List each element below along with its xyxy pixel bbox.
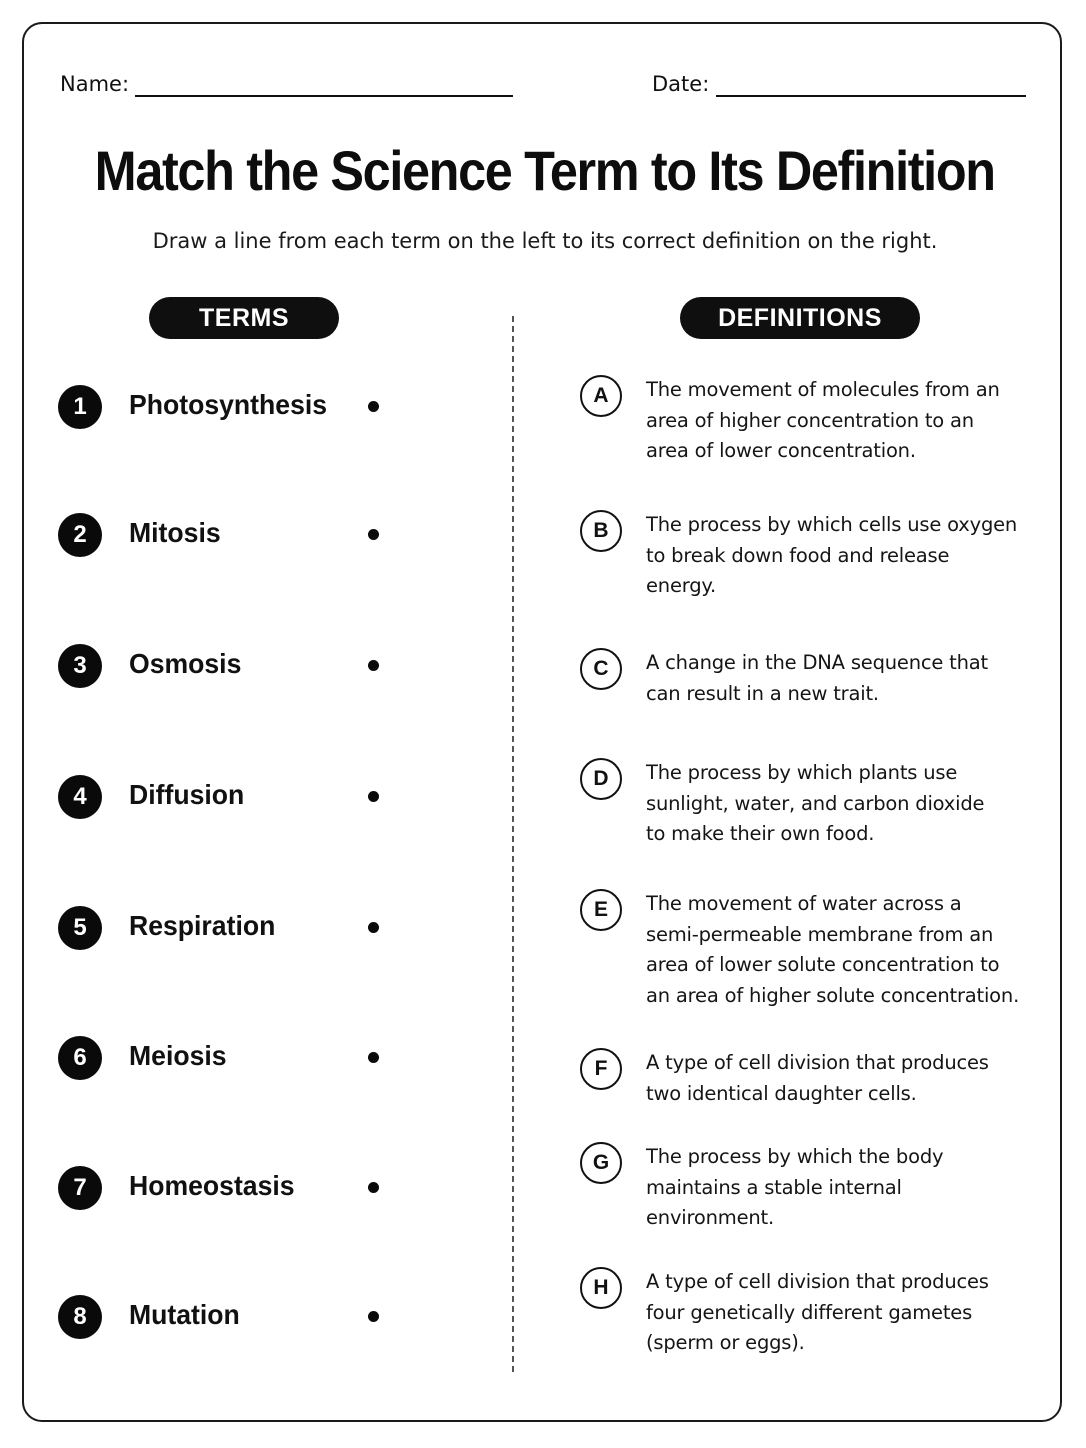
definition-line: environment. — [646, 1206, 774, 1229]
definition-letter-badge[interactable]: C — [580, 648, 622, 690]
term-item — [58, 1295, 388, 1339]
definition-text — [646, 1267, 1024, 1359]
definition-text — [646, 1142, 1024, 1234]
term-label: Osmosis — [129, 648, 242, 679]
definition-line: area of lower concentration. — [646, 439, 916, 462]
definitions-heading: DEFINITIONS — [680, 297, 920, 339]
term-item — [58, 513, 388, 557]
definition-line: sunlight, water, and carbon dioxide — [646, 791, 985, 815]
name-label: Name: — [60, 72, 130, 96]
definition-letter-badge[interactable]: G — [580, 1142, 622, 1184]
terms-heading: TERMS — [149, 297, 339, 339]
term-item — [58, 1166, 388, 1210]
term-number-badge: 8 — [58, 1295, 102, 1339]
definition-line: maintains a stable internal — [646, 1175, 902, 1199]
term-item — [58, 906, 388, 950]
term-number-badge: 4 — [58, 775, 102, 819]
definition-line: The process by which plants use — [646, 761, 958, 784]
term-label: Homeostasis — [129, 1170, 295, 1201]
term-label: Mitosis — [129, 517, 221, 548]
definition-line: area of higher concentration to an — [646, 408, 974, 432]
term-item — [58, 775, 388, 819]
definition-text — [646, 758, 1024, 850]
term-number-badge: 6 — [58, 1036, 102, 1080]
definition-line: to break down food and release — [646, 543, 950, 567]
definition-line: The process by which cells use oxygen — [646, 513, 1018, 536]
definition-line: semi-permeable membrane from an — [646, 922, 994, 946]
definition-text — [646, 375, 1024, 467]
term-item — [58, 644, 388, 688]
match-point[interactable] — [368, 1311, 379, 1322]
definition-line: The movement of molecules from an — [646, 378, 1000, 401]
definition-line: area of lower solute concentration to — [646, 953, 1000, 976]
definition-text — [646, 648, 1024, 709]
match-point[interactable] — [368, 922, 379, 933]
term-label: Meiosis — [129, 1040, 227, 1071]
definition-letter-badge[interactable]: E — [580, 889, 622, 931]
definition-line: two identical daughter cells. — [646, 1081, 917, 1105]
term-item — [58, 1036, 388, 1080]
definition-line: The process by which the body — [646, 1145, 944, 1168]
match-point[interactable] — [368, 1052, 379, 1063]
term-label: Respiration — [129, 910, 276, 941]
match-point[interactable] — [368, 529, 379, 540]
page-title: Match the Science Term to Its Definition — [94, 139, 995, 202]
definition-letter-badge[interactable]: F — [580, 1048, 622, 1090]
term-number-badge: 5 — [58, 906, 102, 950]
match-point[interactable] — [368, 401, 379, 412]
match-point[interactable] — [368, 660, 379, 671]
term-number-badge: 2 — [58, 513, 102, 557]
definition-line: an area of higher solute concentration. — [646, 983, 1020, 1007]
definition-letter-badge[interactable]: A — [580, 375, 622, 417]
date-field[interactable] — [716, 95, 1026, 97]
term-label: Diffusion — [129, 779, 245, 810]
definition-text — [646, 889, 1024, 1011]
definition-line: A change in the DNA sequence that — [646, 651, 988, 674]
definition-line: The movement of water across a — [646, 892, 962, 915]
term-number-badge: 1 — [58, 385, 102, 429]
definition-line: to make their own food. — [646, 822, 875, 845]
term-label: Photosynthesis — [129, 389, 328, 420]
definition-line: energy. — [646, 574, 716, 597]
definition-line: can result in a new trait. — [646, 681, 879, 705]
definition-letter-badge[interactable]: H — [580, 1267, 622, 1309]
name-field[interactable] — [135, 95, 513, 97]
match-point[interactable] — [368, 1182, 379, 1193]
term-item — [58, 385, 388, 429]
definition-line: A type of cell division that produces — [646, 1270, 989, 1293]
definition-line: (sperm or eggs). — [646, 1331, 805, 1354]
term-number-badge: 3 — [58, 644, 102, 688]
match-point[interactable] — [368, 791, 379, 802]
date-label: Date: — [652, 72, 710, 96]
instructions-text: Draw a line from each term on the left to its correct definition on the right. — [152, 229, 938, 253]
term-number-badge: 7 — [58, 1166, 102, 1210]
definition-text — [646, 510, 1024, 602]
definition-text — [646, 1048, 1024, 1109]
definition-letter-badge[interactable]: B — [580, 510, 622, 552]
term-label: Mutation — [129, 1299, 240, 1330]
definition-letter-badge[interactable]: D — [580, 758, 622, 800]
column-divider — [512, 316, 514, 1372]
definition-line: four genetically different gametes — [646, 1300, 973, 1324]
definition-line: A type of cell division that produces — [646, 1051, 989, 1074]
